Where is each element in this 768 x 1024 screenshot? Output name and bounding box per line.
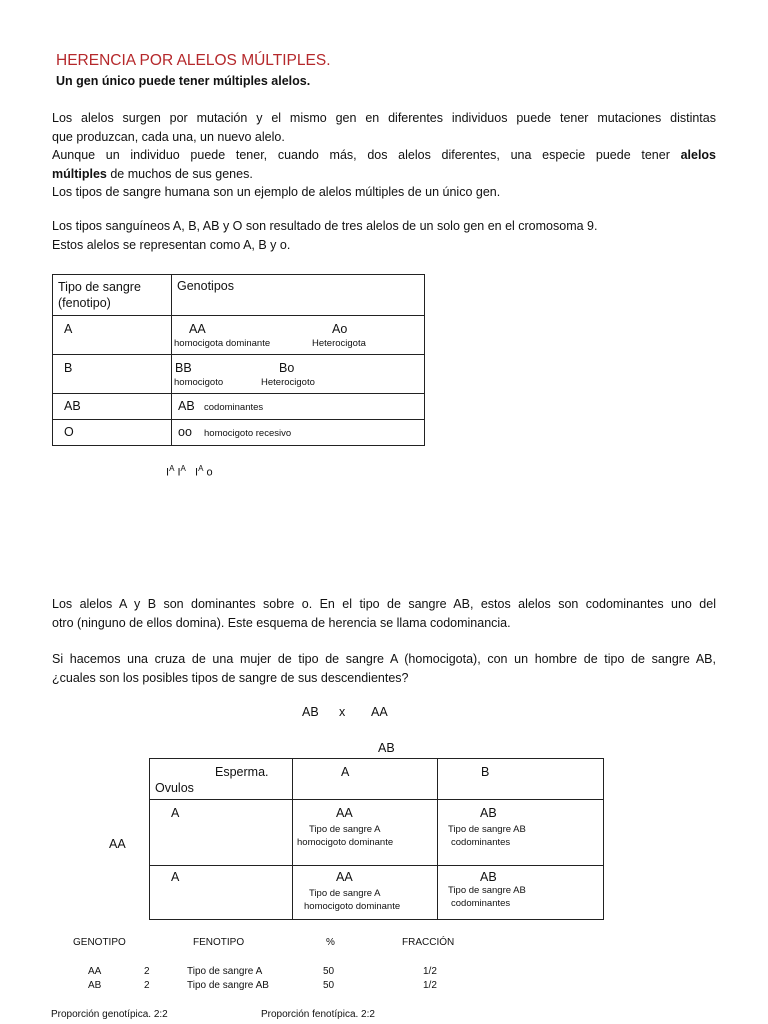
summary-count: 2 (144, 966, 150, 977)
intro-line (52, 165, 716, 184)
intro-line: Los tipos de sangre humana son un ejemplo de alelos múltiples de un único gen. (52, 185, 501, 199)
summary-header-fenotipo: FENOTIPO (193, 937, 245, 948)
alleles-line: Los tipos sanguíneos A, B, AB y O son resultado de tres alelos de un solo gen en el cromosoma 9. (52, 219, 598, 233)
intro-paragraph (52, 109, 716, 202)
ovule-allele: A (171, 870, 180, 884)
punnett-row-header (150, 866, 293, 920)
offspring-phenotype: Tipo de sangre AB (448, 885, 526, 896)
genotype: AA (189, 322, 206, 336)
blood-type-cell (53, 420, 172, 446)
offspring-detail: homocigoto dominante (304, 901, 401, 912)
notation-base: I (177, 466, 181, 479)
question-line: ¿cuales son los posibles tipos de sangre de sus descendientes? (52, 670, 409, 685)
page-title: HERENCIA POR ALELOS MÚLTIPLES. (56, 52, 331, 69)
genotype-label: homocigota dominante (174, 338, 271, 349)
table-row (53, 420, 425, 446)
punnett-row (150, 866, 604, 920)
punnett-header-row (150, 759, 604, 800)
genotype: Bo (279, 361, 295, 375)
punnett-corner-cell (150, 759, 293, 800)
summary-phenotype: Tipo de sangre AB (187, 980, 269, 991)
summary-percent: 50 (323, 980, 335, 991)
genotype-label: Heterocigota (312, 338, 366, 349)
sperm-allele: B (481, 765, 490, 779)
ovule-allele: A (171, 806, 180, 820)
genotype-cell (172, 355, 425, 394)
header-label: Tipo de sangre (58, 280, 141, 294)
question-line: Si hacemos una cruza de una mujer de tipo de sangre A (homocigota), con un hombre de tipo de sangre AB, (52, 652, 716, 666)
header-label: (fenotipo) (58, 296, 111, 310)
intro-text: de muchos de sus genes. (110, 166, 253, 181)
genotype: BB (175, 361, 192, 375)
offspring-phenotype: Tipo de sangre AB (448, 824, 526, 835)
genotype-cell (172, 316, 425, 355)
table-row (53, 355, 425, 394)
cross-left-genotype: AB (302, 705, 319, 719)
intro-text: Aunque un individuo puede tener, cuando más, dos alelos diferentes, una especie puede tener (52, 148, 670, 162)
punnett-cell (438, 800, 604, 866)
genotypic-ratio: Proporción genotípica. 2:2 (51, 1009, 168, 1020)
header-phenotype-cell (53, 275, 172, 316)
punnett-col-header (293, 759, 438, 800)
intro-bold-text: alelos (680, 148, 716, 162)
offspring-phenotype: Tipo de sangre A (309, 888, 381, 899)
notation-tail: o (206, 466, 213, 479)
blood-type-cell (53, 316, 172, 355)
phenotypic-ratio: Proporción fenotípica. 2:2 (261, 1009, 375, 1020)
offspring-genotype: AA (336, 870, 353, 884)
question-paragraph (52, 650, 716, 687)
genotype-table (52, 274, 425, 446)
intro-line (52, 146, 716, 165)
genotype-cell (172, 394, 425, 420)
codominance-line: Los alelos A y B son dominantes sobre o. En el tipo de sangre AB, estos alelos son codominantes uno del (52, 597, 716, 611)
offspring-detail: codominantes (451, 837, 511, 848)
offspring-genotype: AB (480, 870, 497, 884)
table-header-row (53, 275, 425, 316)
intro-line: que produzcan, cada una, un nuevo alelo. (52, 129, 285, 144)
genotype: oo (178, 425, 192, 439)
genotype-cell (172, 420, 425, 446)
codominance-line: otro (ninguno de ellos domina). Este esquema de herencia se llama codominancia. (52, 615, 511, 630)
punnett-cell (293, 866, 438, 920)
punnett-cell (293, 800, 438, 866)
offspring-phenotype: Tipo de sangre A (309, 824, 381, 835)
punnett-col-header (438, 759, 604, 800)
notation-superscript: A (180, 464, 186, 473)
summary-fraction: 1/2 (423, 966, 437, 977)
alleles-paragraph (52, 217, 716, 254)
sperm-genotype: AB (378, 741, 395, 755)
blood-type: B (64, 361, 73, 375)
intro-line: Los alelos surgen por mutación y el mismo gen en diferentes individuos puede tener mutaciones distintas (52, 111, 716, 125)
codominance-paragraph (52, 595, 716, 632)
punnett-square (149, 758, 604, 920)
offspring-detail: homocigoto dominante (297, 837, 394, 848)
sperm-allele: A (341, 765, 350, 779)
ovule-genotype: AA (109, 837, 126, 851)
notation-superscript: A (169, 464, 175, 473)
summary-header-percent: % (326, 937, 335, 948)
genotype-label: homocigoto (174, 377, 224, 388)
allele-notation (166, 464, 213, 479)
summary-header-genotipo: GENOTIPO (73, 937, 126, 948)
ovule-label: Ovulos (155, 781, 194, 795)
blood-type-cell (53, 394, 172, 420)
alleles-line: Estos alelos se representan como A, B y o. (52, 237, 291, 252)
blood-type: O (64, 425, 74, 439)
notation-base: I (195, 466, 199, 479)
blood-type: A (64, 322, 73, 336)
offspring-genotype: AB (480, 806, 497, 820)
cross-symbol: x (339, 705, 346, 719)
punnett-row (150, 800, 604, 866)
genotype: Ao (332, 322, 348, 336)
offspring-detail: codominantes (451, 898, 511, 909)
intro-bold-text: múltiples (52, 166, 107, 181)
header-label: Genotipos (177, 279, 234, 293)
page-subtitle: Un gen único puede tener múltiples alelos. (56, 74, 311, 88)
header-genotype-cell (172, 275, 425, 316)
genotype: AB (178, 399, 195, 413)
genotype-label: homocigoto recesivo (204, 428, 292, 439)
summary-phenotype: Tipo de sangre A (187, 966, 263, 977)
table-row (53, 394, 425, 420)
blood-type: AB (64, 399, 81, 413)
table-row (53, 316, 425, 355)
blood-type-cell (53, 355, 172, 394)
summary-percent: 50 (323, 966, 335, 977)
summary-count: 2 (144, 980, 150, 991)
summary-fraction: 1/2 (423, 980, 437, 991)
sperm-label: Esperma. (215, 765, 269, 779)
punnett-row-header (150, 800, 293, 866)
notation-base: I (166, 466, 170, 479)
summary-genotype: AB (88, 980, 102, 991)
offspring-genotype: AA (336, 806, 353, 820)
summary-header-fraccion: FRACCIÓN (402, 937, 455, 948)
cross-right-genotype: AA (371, 705, 388, 719)
genotype-label: codominantes (204, 402, 264, 413)
punnett-cell (438, 866, 604, 920)
genotype-label: Heterocigoto (261, 377, 315, 388)
summary-genotype: AA (88, 966, 102, 977)
notation-superscript: A (198, 464, 204, 473)
